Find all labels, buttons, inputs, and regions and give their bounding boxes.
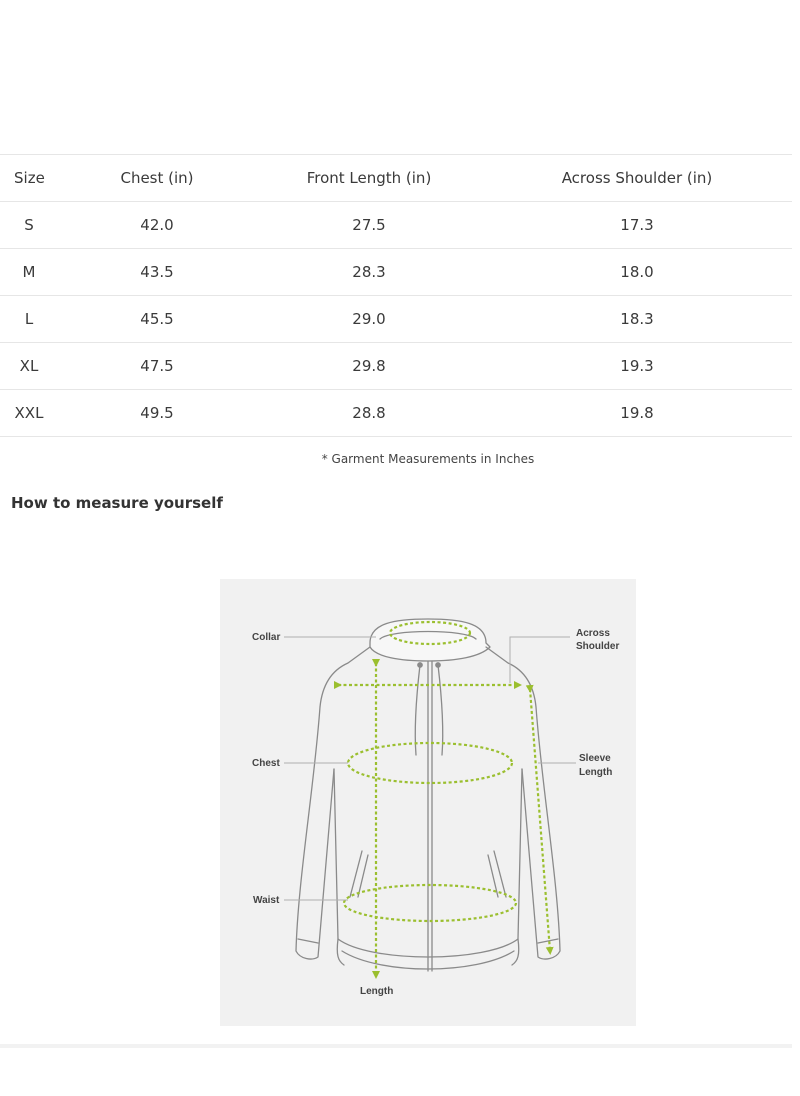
table-row xyxy=(0,390,792,437)
cell-size: L xyxy=(0,296,58,343)
label-length: Length xyxy=(360,986,394,997)
label-collar: Collar xyxy=(252,632,281,643)
table-row xyxy=(0,202,792,249)
header-chest: Chest (in) xyxy=(58,155,256,202)
cell-chest: 47.5 xyxy=(58,343,256,390)
cell-across-shoulder: 18.0 xyxy=(482,249,792,296)
how-to-measure-title: How to measure yourself xyxy=(11,494,223,512)
label-waist: Waist xyxy=(253,895,280,906)
cell-front-length: 28.3 xyxy=(256,249,482,296)
cell-across-shoulder: 19.8 xyxy=(482,390,792,437)
cell-across-shoulder: 19.3 xyxy=(482,343,792,390)
cell-front-length: 29.0 xyxy=(256,296,482,343)
label-sleeve-length: Length xyxy=(579,767,613,778)
label-shoulder: Shoulder xyxy=(576,641,620,652)
header-across-shoulder: Across Shoulder (in) xyxy=(482,155,792,202)
table-header-row xyxy=(0,155,792,202)
cell-front-length: 27.5 xyxy=(256,202,482,249)
cell-across-shoulder: 17.3 xyxy=(482,202,792,249)
size-chart-table xyxy=(0,154,792,437)
cell-chest: 42.0 xyxy=(58,202,256,249)
hoodie-diagram-svg xyxy=(220,579,636,1026)
label-leaders xyxy=(284,637,576,900)
cell-across-shoulder: 18.3 xyxy=(482,296,792,343)
hoodie-measurement-diagram xyxy=(220,579,636,1026)
cell-front-length: 29.8 xyxy=(256,343,482,390)
label-sleeve: Sleeve xyxy=(579,753,611,764)
cell-chest: 49.5 xyxy=(58,390,256,437)
cell-size: XXL xyxy=(0,390,58,437)
label-across: Across xyxy=(576,628,610,639)
table-row xyxy=(0,296,792,343)
cell-chest: 43.5 xyxy=(58,249,256,296)
cell-size: S xyxy=(0,202,58,249)
cell-front-length: 28.8 xyxy=(256,390,482,437)
bottom-divider xyxy=(0,1044,792,1048)
label-chest: Chest xyxy=(252,758,280,769)
header-size: Size xyxy=(0,155,58,202)
table-row xyxy=(0,343,792,390)
table-row xyxy=(0,249,792,296)
hoodie-outline xyxy=(296,619,560,971)
cell-size: M xyxy=(0,249,58,296)
cell-size: XL xyxy=(0,343,58,390)
cell-chest: 45.5 xyxy=(58,296,256,343)
header-front-length: Front Length (in) xyxy=(256,155,482,202)
measurement-note: * Garment Measurements in Inches xyxy=(321,452,535,466)
